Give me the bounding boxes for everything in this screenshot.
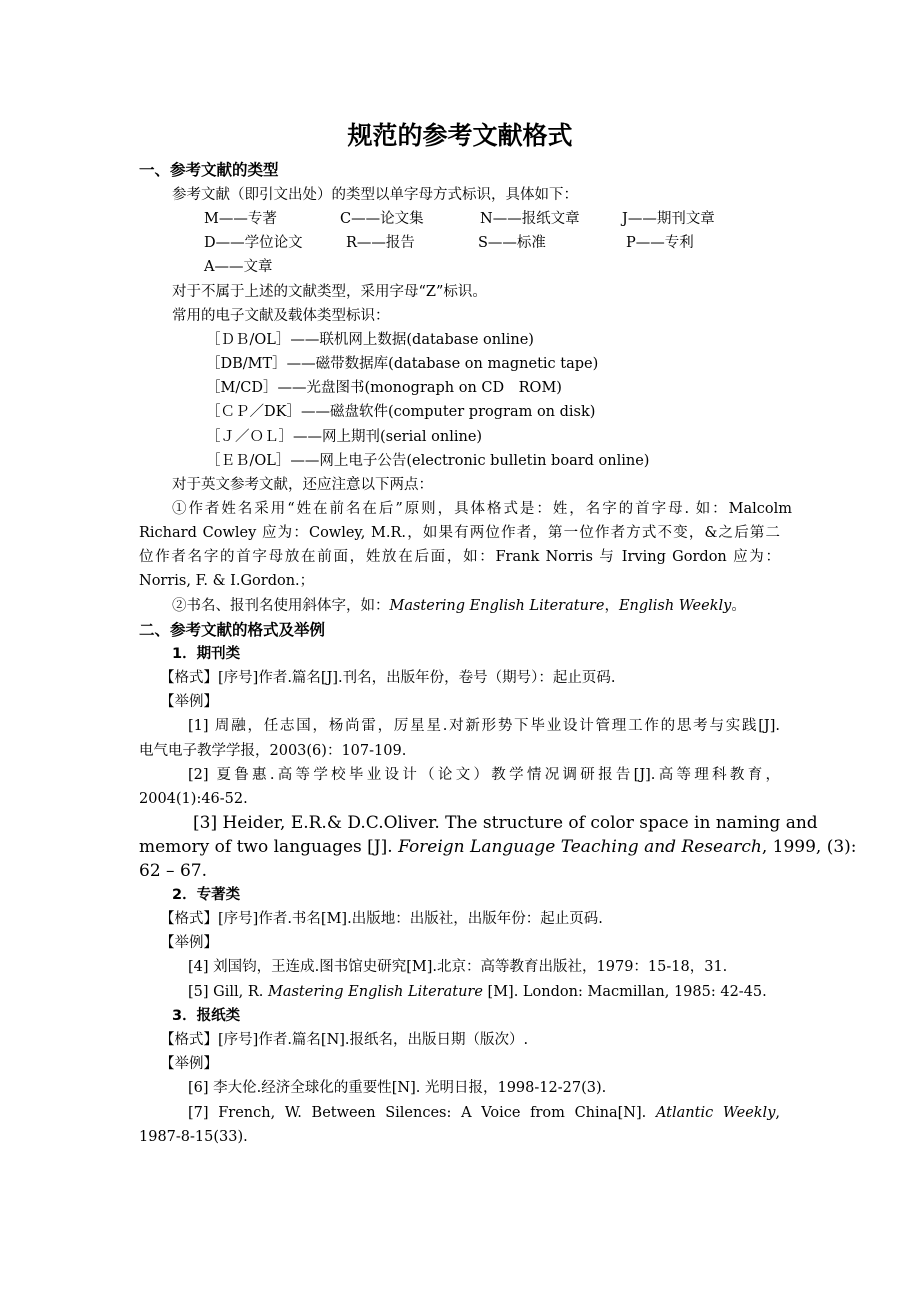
- electronic-type: ［ＤＢ/OL］——联机网上数据(database online): [206, 332, 534, 348]
- reference-entry: [4] 刘国钧，王连成.图书馆史研究[M].北京：高等教育出版社，1979：15-18，31.: [188, 959, 728, 975]
- electronic-type: ［ＥＢ/OL］——网上电子公告(electronic bulletin board online): [206, 453, 650, 469]
- type-item: M——专著: [204, 211, 277, 227]
- newspaper-format: 【格式】[序号]作者.篇名[N].报纸名，出版日期（版次）.: [160, 1032, 529, 1048]
- type-item: C——论文集: [340, 211, 424, 227]
- reference-entry-cont: [139, 835, 857, 859]
- italic-title: Mastering English Literature: [268, 984, 483, 1000]
- point-1-line: ①作者姓名采用“姓在前名在后”原则，具体格式是：姓，名字的首字母. 如：Malcolm: [172, 501, 792, 517]
- point-2: [172, 596, 746, 616]
- italic-title: Foreign Language Teaching and Research: [398, 837, 762, 857]
- reference-entry: [188, 1103, 780, 1123]
- journal-format: 【格式】[序号]作者.篇名[J].刊名，出版年份，卷号（期号）：起止页码.: [160, 670, 616, 686]
- reference-entry: [188, 982, 767, 1002]
- italic-title: Atlantic Weekly: [655, 1105, 776, 1121]
- section-2-heading: 二、参考文献的格式及举例: [139, 621, 326, 639]
- reference-entry-cont: 1987-8-15(33).: [139, 1129, 248, 1145]
- type-item: S——标准: [478, 235, 546, 251]
- types-intro: 参考文献（即引文出处）的类型以单字母方式标识，具体如下：: [172, 187, 578, 203]
- ref-7-text: ,: [775, 1105, 780, 1121]
- point-2-separator: ，: [604, 598, 619, 614]
- types-row-1: [0, 209, 920, 229]
- section-1-heading: 一、参考文献的类型: [139, 161, 279, 179]
- other-type-note: 对于不属于上述的文献类型，采用字母“Z”标识。: [172, 284, 487, 300]
- electronic-type: ［ＣＰ／DK］——磁盘软件(computer program on disk): [206, 404, 596, 420]
- english-intro: 对于英文参考文献，还应注意以下两点：: [172, 477, 433, 493]
- type-item: D——学位论文: [204, 235, 303, 251]
- italic-title: Mastering English Literature: [389, 598, 605, 614]
- electronic-intro: 常用的电子文献及载体类型标识：: [172, 308, 390, 324]
- journal-heading: 1．期刊类: [172, 646, 241, 662]
- reference-entry-cont: 2004(1):46-52.: [139, 791, 248, 807]
- italic-title: English Weekly: [618, 598, 732, 614]
- ref-3-text: , 1999, (3):: [761, 837, 857, 857]
- type-item: A——文章: [204, 259, 273, 275]
- newspaper-example-label: 【举例】: [160, 1056, 218, 1072]
- type-item: J——期刊文章: [622, 211, 715, 227]
- point-2-end: 。: [731, 598, 746, 614]
- monograph-format: 【格式】[序号]作者.书名[M].出版地：出版社，出版年份：起止页码.: [160, 911, 603, 927]
- page-title: 规范的参考文献格式: [347, 121, 573, 150]
- ref-3-text: memory of two languages [J].: [139, 837, 399, 857]
- reference-entry-cont: 62 – 67.: [139, 861, 207, 881]
- reference-entry: [2] 夏鲁惠.高等学校毕业设计（论文）教学情况调研报告[J].高等理科教育，: [188, 767, 780, 783]
- electronic-type: ［Ｊ／ＯＬ］——网上期刊(serial online): [206, 429, 483, 445]
- point-1-line: 位作者名字的首字母放在前面，姓放在后面，如：Frank Norris 与 Irving Gordon 应为：: [139, 549, 780, 565]
- electronic-type: ［M/CD］——光盘图书(monograph on CD ROM): [206, 380, 562, 396]
- point-2-prefix: ②书名、报刊名使用斜体字，如：: [172, 598, 390, 614]
- type-item: N——报纸文章: [480, 211, 580, 227]
- reference-entry: [3] Heider, E.R.& D.C.Oliver. The structure of color space in naming and: [193, 813, 818, 833]
- type-item: R——报告: [346, 235, 415, 251]
- electronic-type: ［DB/MT］——磁带数据库(database on magnetic tape): [206, 356, 599, 372]
- reference-entry: [6] 李大伦.经济全球化的重要性[N]. 光明日报，1998-12-27(3).: [188, 1080, 607, 1096]
- ref-5-text: [5] Gill, R.: [188, 984, 268, 1000]
- point-1-line: Richard Cowley 应为：Cowley, M.R.，如果有两位作者，第一位作者方式不变，&之后第二: [139, 525, 780, 541]
- journal-example-label: 【举例】: [160, 694, 218, 710]
- monograph-example-label: 【举例】: [160, 935, 218, 951]
- newspaper-heading: 3．报纸类: [172, 1008, 241, 1024]
- ref-7-text: [7] French, W. Between Silences: A Voice from China[N].: [188, 1105, 656, 1121]
- monograph-heading: 2．专著类: [172, 887, 241, 903]
- reference-entry: [1] 周融，任志国，杨尚雷，厉星星.对新形势下毕业设计管理工作的思考与实践[J].: [188, 718, 780, 734]
- reference-entry-cont: 电气电子教学学报，2003(6)：107-109.: [139, 743, 407, 759]
- ref-5-text: [M]. London: Macmillan, 1985: 42-45.: [482, 984, 767, 1000]
- type-item: P——专利: [626, 235, 694, 251]
- point-1-line: Norris, F. & I.Gordon.；: [139, 573, 315, 589]
- types-row-2: [0, 233, 920, 253]
